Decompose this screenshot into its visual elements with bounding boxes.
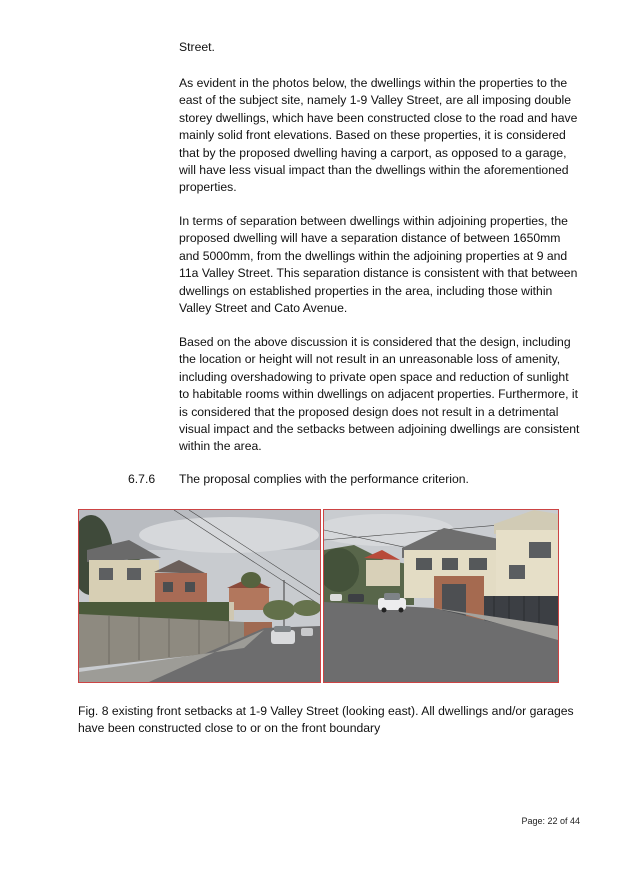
paragraph-continuation: Street. xyxy=(179,40,215,54)
paragraph-visual-impact: As evident in the photos below, the dwellings within the properties to the east of the subject site, namely 1-9 Valley Street, are all imposing double storey dwellings, which have been constructed close to the road and have mainly solid front elevations. Based on these properties, it is considered that by the proposed dwelling having a carport, as opposed to a garage, will have less visual impact than the dwellings within the aforementioned properties. xyxy=(179,76,578,195)
page-number: Page: 22 of 44 xyxy=(521,816,580,826)
photo-street-view-left xyxy=(78,509,321,683)
paragraph-amenity: Based on the above discussion it is considered that the design, including the location or height will not result in an unreasonable loss of amenity, including overshadowing to private open space and reduction of sunlight to habitable rooms within dwellings on adjacent properties. Furthermore, it is considered that the proposed design does not result in a detrimental visual impact and the setbacks between adjoining dwellings are consistent within the area. xyxy=(179,335,580,454)
paragraph-separation: In terms of separation between dwellings within adjoining properties, the proposed dwelling will have a separation distance of between 1650mm and 5000mm, from the dwellings within the adjoining properties at 9 and 11a Valley Street. This separation distance is consistent with that between dwellings on established properties in the area, including those within Valley Street and Cato Avenue. xyxy=(179,214,578,316)
photo-street-view-right xyxy=(323,509,559,683)
clause-number: 6.7.6 xyxy=(128,472,156,486)
clause-text: The proposal complies with the performance criterion. xyxy=(179,472,469,486)
figure-caption: Fig. 8 existing front setbacks at 1-9 Valley Street (looking east). All dwellings and/or garages have been constructed close to or on the front boundary xyxy=(78,704,574,736)
